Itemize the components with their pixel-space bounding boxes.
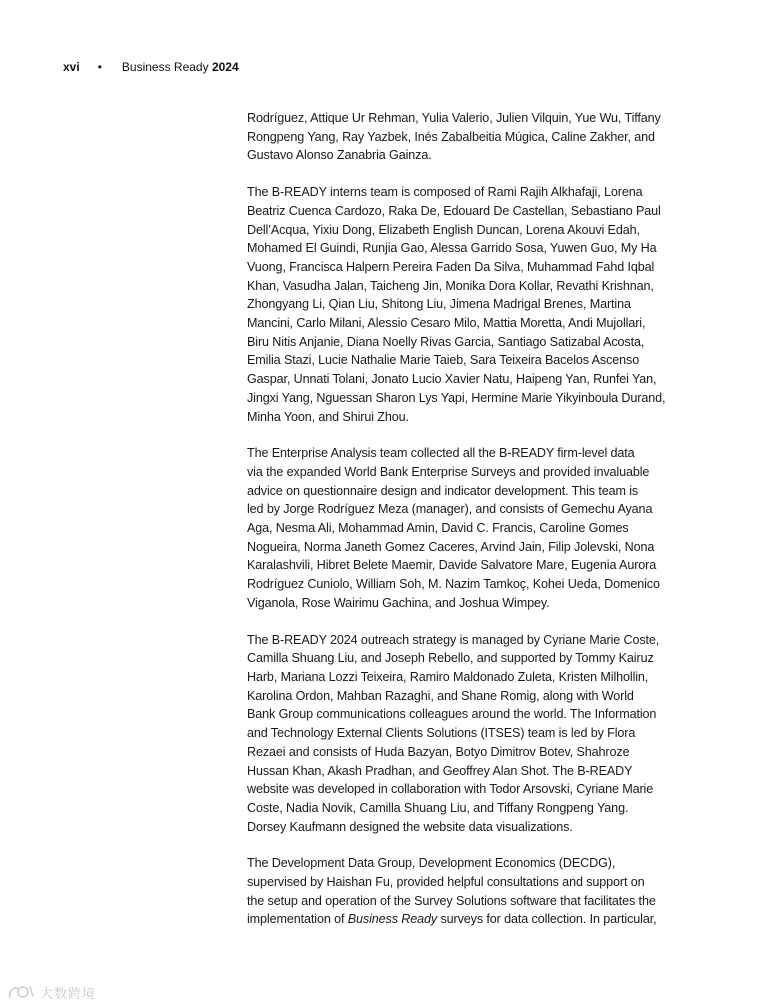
text-line: Minha Yoon, and Shirui Zhou. bbox=[247, 409, 409, 424]
text-line: Nogueira, Norma Janeth Gomez Caceres, Arvind Jain, Filip Jolevski, Nona bbox=[247, 539, 655, 554]
text-line: Coste, Nadia Novik, Camilla Shuang Liu, and Tiffany Rongpeng Yang. bbox=[247, 800, 629, 815]
paragraph-development-data-group bbox=[247, 854, 692, 929]
text-line: Rodríguez Cuniolo, William Soh, M. Nazim Tamkoç, Kohei Ueda, Domenico bbox=[247, 577, 660, 592]
text-line: Karolina Ordon, Mahban Razaghi, and Shane Romig, along with World bbox=[247, 688, 634, 703]
paragraph-enterprise-analysis bbox=[247, 444, 692, 612]
watermark-logo-icon bbox=[6, 983, 36, 1001]
text-line: Emilia Stazi, Lucie Nathalie Marie Taieb, Sara Teixeira Bacelos Ascenso bbox=[247, 353, 640, 368]
text-line: Viganola, Rose Wairimu Gachina, and Joshua Wimpey. bbox=[247, 595, 550, 610]
book-year: 2024 bbox=[211, 60, 239, 74]
text-line: Zhongyang Li, Qian Liu, Shitong Liu, Jimena Madrigal Brenes, Martina bbox=[247, 297, 631, 312]
text-line: Vuong, Francisca Halpern Pereira Faden Da Silva, Muhammad Fahd Iqbal bbox=[247, 259, 655, 274]
text-line: Gaspar, Unnati Tolani, Jonato Lucio Xavier Natu, Haipeng Yan, Runfei Yan, bbox=[247, 372, 657, 387]
text-line: Beatriz Cuenca Cardozo, Raka De, Edouard De Castellan, Sebastiano Paul bbox=[247, 203, 661, 218]
text-line: Mancini, Carlo Milani, Alessio Cesaro Milo, Mattia Moretta, Andi Mujollari, bbox=[247, 316, 646, 331]
text-line: Harb, Mariana Lozzi Teixeira, Ramiro Maldonado Zuleta, Kristen Milhollin, bbox=[247, 669, 649, 684]
text-line: advice on questionnaire design and indicator development. This team is bbox=[247, 483, 639, 498]
text-line: Karalashvili, Hibret Belete Maemir, Davide Salvatore Mare, Eugenia Aurora bbox=[247, 558, 657, 573]
paragraph-outreach-strategy bbox=[247, 631, 692, 837]
text-line: Dell’Acqua, Yixiu Dong, Elizabeth English Duncan, Lorena Akouvi Edah, bbox=[247, 222, 640, 237]
text-line: led by Jorge Rodríguez Meza (manager), and consists of Gemechu Ayana bbox=[247, 502, 653, 517]
text-line: Rongpeng Yang, Ray Yazbek, Inés Zabalbeitia Múgica, Caline Zakher, and bbox=[247, 129, 655, 144]
text-line: Rezaei and consists of Huda Bazyan, Botyo Dimitrov Botev, Shahroze bbox=[247, 744, 630, 759]
text-line: The Development Data Group, Development Economics (DECDG), bbox=[247, 856, 616, 871]
text-segment: surveys for data collection. In particular, bbox=[437, 912, 657, 927]
text-line: The B-READY interns team is composed of Rami Rajih Alkhafaji, Lorena bbox=[247, 185, 643, 200]
text-line: Jingxi Yang, Nguessan Sharon Lys Yapi, Hermine Marie Yikyinboula Durand, bbox=[247, 390, 666, 405]
text-line: Aga, Nesma Ali, Mohammad Amin, David C. Francis, Caroline Gomes bbox=[247, 521, 629, 536]
text-line: The Enterprise Analysis team collected all the B-READY firm-level data bbox=[247, 446, 635, 461]
text-line: Hussan Khan, Akash Pradhan, and Geoffrey Alan Shot. The B-READY bbox=[247, 763, 633, 778]
paragraph-interns-team bbox=[247, 183, 692, 426]
page-number: xvi bbox=[63, 60, 80, 74]
text-line: via the expanded World Bank Enterprise Surveys and provided invaluable bbox=[247, 464, 650, 479]
text-line: Gustavo Alonso Zanabria Gainza. bbox=[247, 148, 432, 163]
text-line-mixed bbox=[247, 910, 692, 929]
book-title: Business Ready bbox=[121, 60, 209, 74]
body-text bbox=[247, 109, 692, 947]
text-line: Biru Nitis Anjanie, Diana Noelly Rivas Garcia, Santiago Satizabal Acosta, bbox=[247, 334, 645, 349]
watermark bbox=[6, 982, 96, 1002]
publication-title: Business Ready bbox=[347, 912, 438, 927]
text-line: Mohamed El Guindi, Runjia Gao, Alessa Garrido Sosa, Yuwen Guo, My Ha bbox=[247, 241, 657, 256]
text-line: website was developed in collaboration with Todor Arsovski, Cyriane Marie bbox=[247, 782, 654, 797]
text-line: Khan, Vasudha Jalan, Taicheng Jin, Monika Dora Kollar, Revathi Krishnan, bbox=[247, 278, 654, 293]
header-bullet: • bbox=[97, 60, 102, 74]
text-line: Rodríguez, Attique Ur Rehman, Yulia Valerio, Julien Vilquin, Yue Wu, Tiffany bbox=[247, 111, 661, 125]
text-line: Camilla Shuang Liu, and Joseph Rebello, and supported by Tommy Kairuz bbox=[247, 651, 654, 666]
text-segment: implementation of bbox=[247, 912, 348, 927]
text-line: the setup and operation of the Survey Solutions software that facilitates the bbox=[247, 893, 656, 908]
running-header bbox=[63, 59, 239, 75]
text-line: supervised by Haishan Fu, provided helpful consultations and support on bbox=[247, 875, 645, 890]
text-line: Dorsey Kaufmann designed the website data visualizations. bbox=[247, 819, 573, 834]
text-line: Bank Group communications colleagues around the world. The Information bbox=[247, 707, 657, 722]
watermark-text: 大数跨境 bbox=[40, 985, 97, 1001]
text-line: and Technology External Clients Solutions (ITSES) team is led by Flora bbox=[247, 726, 636, 741]
paragraph-names-continued bbox=[247, 109, 692, 165]
text-line: The B-READY 2024 outreach strategy is managed by Cyriane Marie Coste, bbox=[247, 632, 660, 647]
